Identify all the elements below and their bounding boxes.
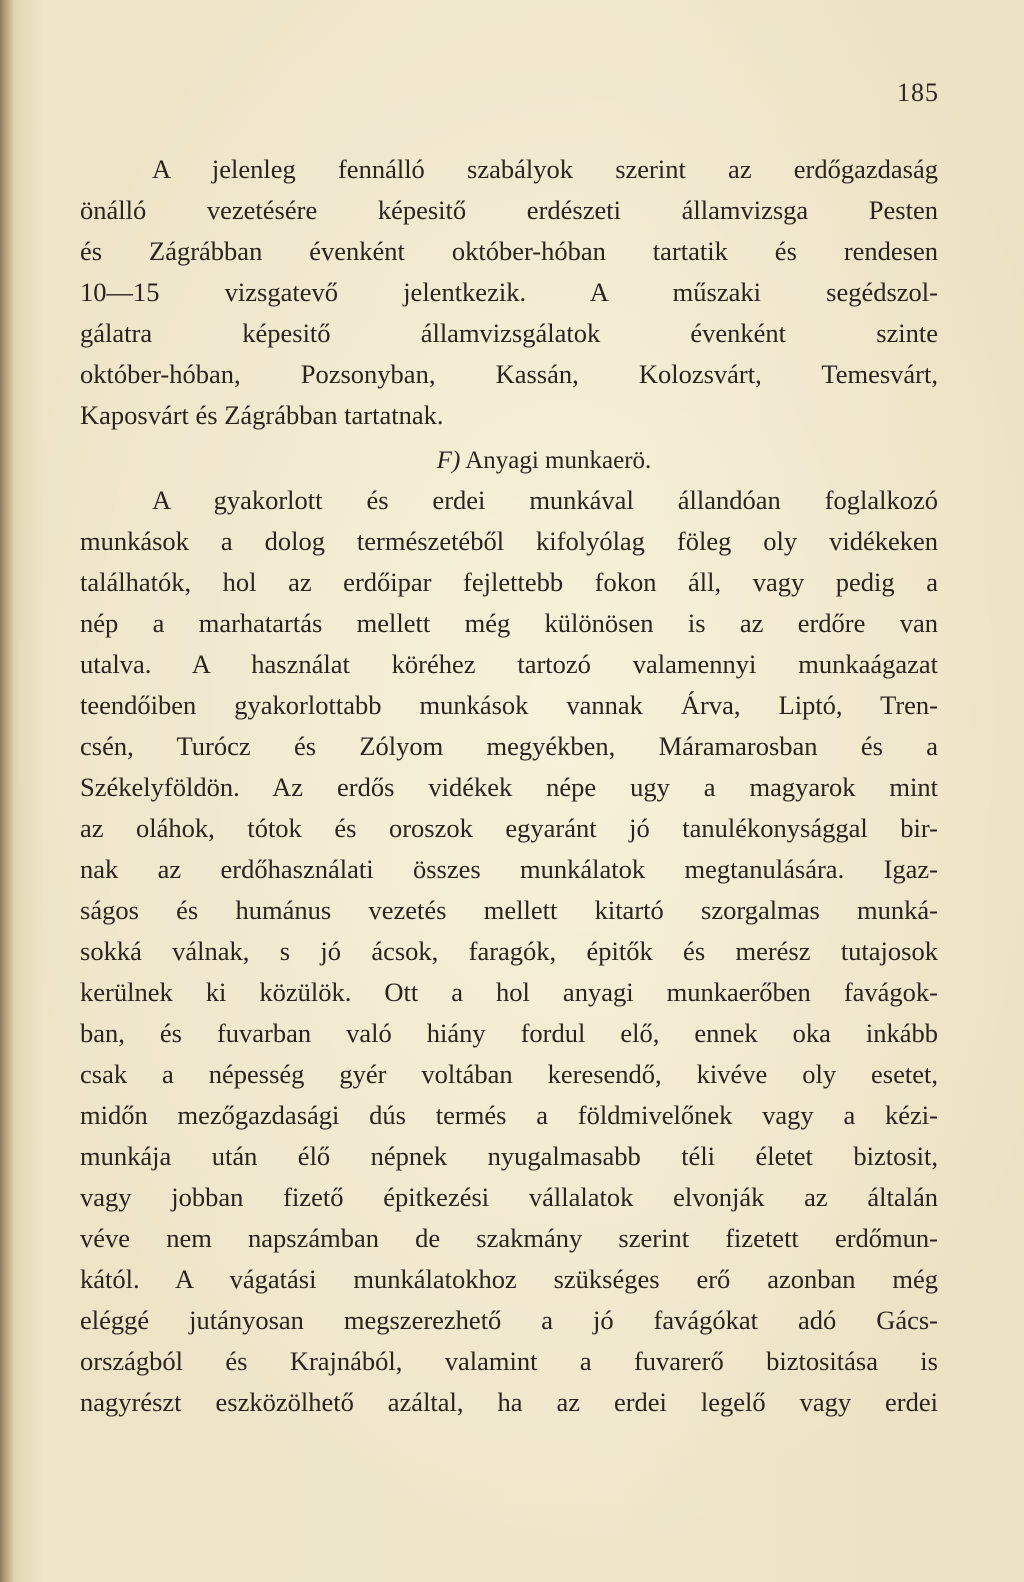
text-line: 10—15 vizsgatevő jelentkezik. A műszaki segédszol-: [80, 277, 938, 307]
text-line: vagy jobban fizető épitkezési vállalatok elvonják az általán: [80, 1182, 938, 1212]
text-line: Székelyföldön. Az erdős vidékek népe ugy a magyarok mint: [80, 772, 938, 802]
text-line: csén, Turócz és Zólyom megyékben, Máramarosban és a: [80, 731, 938, 761]
text-line: nak az erdőhasználati összes munkálatok megtanulására. Igaz-: [80, 854, 938, 884]
text-line: utalva. A használat köréhez tartozó valamennyi munkaágazat: [80, 649, 938, 679]
book-spine-shadow: [0, 0, 14, 1582]
text-line: ban, és fuvarban való hiány fordul elő, ennek oka inkább: [80, 1018, 938, 1048]
text-line: A jelenleg fennálló szabályok szerint az erdőgazdaság: [152, 154, 938, 184]
text-line: A gyakorlott és erdei munkával állandóan foglalkozó: [152, 485, 938, 515]
paragraph-exam-rules: [80, 149, 938, 436]
text-line: ságos és humánus vezetés mellett kitartó szorgalmas munká-: [80, 895, 938, 925]
paragraph-labour: [80, 480, 938, 1423]
text-line: kától. A vágatási munkálatokhoz szükséges erő azonban még: [80, 1264, 938, 1294]
text-line: sokká válnak, s jó ácsok, faragók, épitők és merész tutajosok: [80, 936, 938, 966]
text-line: kerülnek ki közülök. Ott a hol anyagi munkaerőben favágok-: [80, 977, 938, 1007]
text-line: találhatók, hol az erdőipar fejlettebb fokon áll, vagy pedig a: [80, 567, 938, 597]
text-line: nagyrészt eszközölhető azáltal, ha az erdei legelő vagy erdei: [80, 1387, 938, 1417]
text-body: [80, 149, 938, 1423]
page-number: 185: [897, 78, 939, 107]
text-line: midőn mezőgazdasági dús termés a földmivelőnek vagy a kézi-: [80, 1100, 938, 1130]
text-line: gálatra képesitő államvizsgálatok évenként szinte: [80, 318, 938, 348]
text-line: Kaposvárt és Zágrábban tartatnak.: [80, 400, 444, 430]
text-line: teendőiben gyakorlottabb munkások vannak Árva, Liptó, Tren-: [80, 690, 938, 720]
text-line: véve nem napszámban de szakmány szerint fizetett erdőmun-: [80, 1223, 938, 1253]
text-line: és Zágrábban évenként október-hóban tartatik és rendesen: [80, 236, 938, 266]
section-marker: F): [436, 447, 461, 474]
text-line: október-hóban, Pozsonyban, Kassán, Kolozsvárt, Temesvárt,: [80, 359, 938, 389]
text-line: az oláhok, tótok és oroszok egyaránt jó tanulékonysággal bir-: [80, 813, 938, 843]
text-line: csak a népesség gyér voltában keresendő, kivéve oly esetet,: [80, 1059, 938, 1089]
text-line: eléggé jutányosan megszerezhető a jó favágókat adó Gács-: [80, 1305, 938, 1335]
text-line: munkája után élő népnek nyugalmasabb téli életet biztosit,: [80, 1141, 938, 1171]
section-title: Anyagi munkaerö.: [465, 447, 652, 474]
text-line: országból és Krajnából, valamint a fuvarerő biztositása is: [80, 1346, 938, 1376]
text-line: önálló vezetésére képesitő erdészeti államvizsga Pesten: [80, 195, 938, 225]
section-heading: [80, 436, 938, 486]
text-line: nép a marhatartás mellett még különösen is az erdőre van: [80, 608, 938, 638]
text-line: munkások a dolog természetéből kifolyólag föleg oly vidékeken: [80, 526, 938, 556]
